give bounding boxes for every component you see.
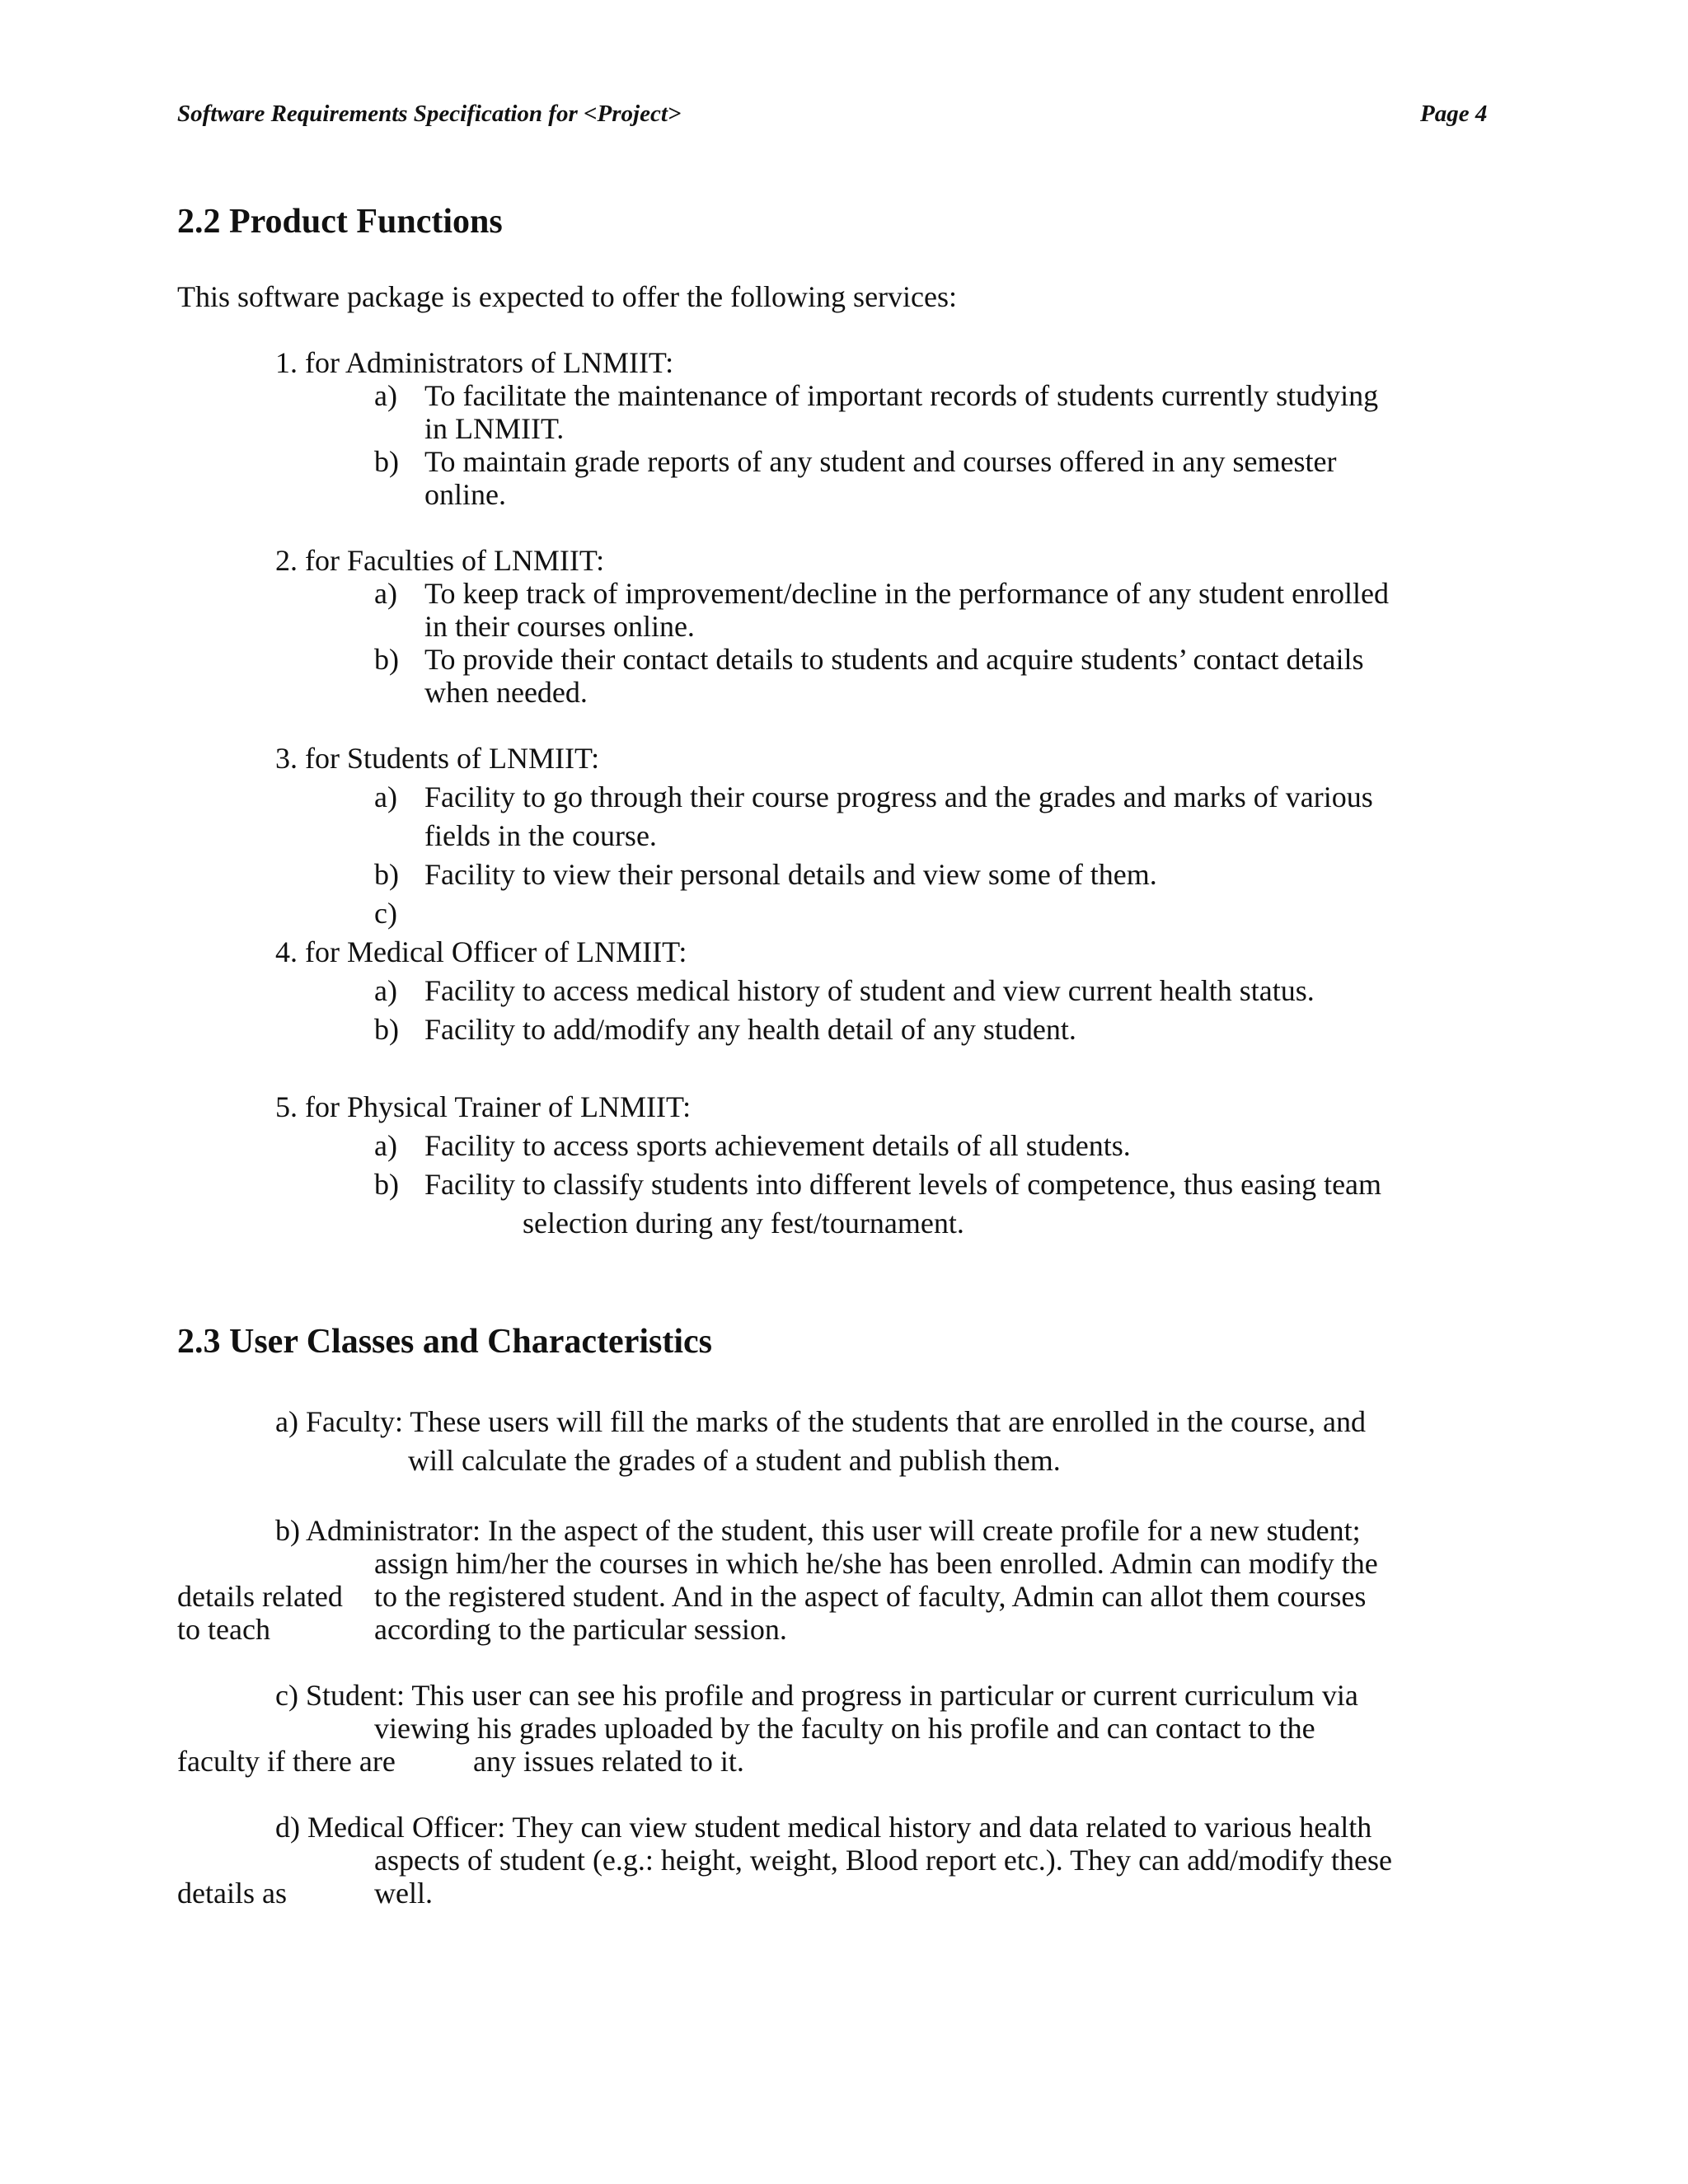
list-item-line: To keep track of improvement/decline in the performance of any student enrolled bbox=[424, 577, 1390, 610]
list-marker: b) bbox=[374, 445, 399, 478]
list-marker: b) bbox=[374, 1168, 399, 1201]
list-item-line: Facility to classify students into different levels of competence, thus easing team bbox=[424, 1168, 1382, 1201]
list-item-line: Facility to add/modify any health detail of any student. bbox=[424, 1013, 1076, 1046]
user-class-admin-line: to the registered student. And in the aspect of faculty, Admin can allot them courses bbox=[374, 1580, 1367, 1613]
user-class-admin-line: details related bbox=[177, 1580, 343, 1613]
user-class-medical-line: well. bbox=[374, 1877, 433, 1910]
user-class-medical-line: d) Medical Officer: They can view student medical history and data related to various health bbox=[275, 1811, 1372, 1844]
user-class-faculty-line: will calculate the grades of a student and publish them. bbox=[408, 1444, 1061, 1477]
user-class-admin-line: assign him/her the courses in which he/she has been enrolled. Admin can modify the bbox=[374, 1547, 1378, 1580]
user-class-admin-line: to teach bbox=[177, 1613, 270, 1646]
list-item-line: Facility to access medical history of student and view current health status. bbox=[424, 974, 1315, 1007]
list-item-line: when needed. bbox=[424, 676, 588, 709]
list-item-line: selection during any fest/tournament. bbox=[523, 1207, 964, 1240]
list-item-line: To provide their contact details to students and acquire students’ contact details bbox=[424, 643, 1364, 676]
section-intro: This software package is expected to offer the following services: bbox=[177, 280, 958, 313]
user-class-student-line: faculty if there are bbox=[177, 1745, 396, 1778]
list-marker: a) bbox=[374, 1129, 397, 1162]
list-item-line: in their courses online. bbox=[424, 610, 695, 643]
list-marker: a) bbox=[374, 379, 397, 412]
list-marker: b) bbox=[374, 643, 399, 676]
user-class-student-line: viewing his grades uploaded by the faculty on his profile and can contact to the bbox=[374, 1712, 1315, 1745]
group-title: 1. for Administrators of LNMIIT: bbox=[275, 346, 674, 379]
list-marker: c) bbox=[374, 897, 397, 930]
list-item-line: To facilitate the maintenance of important records of students currently studying bbox=[424, 379, 1379, 412]
page-header-title: Software Requirements Specification for <Project> bbox=[177, 101, 682, 127]
page-number: Page 4 bbox=[1420, 101, 1488, 127]
list-item-line: in LNMIIT. bbox=[424, 412, 565, 445]
list-marker: b) bbox=[374, 858, 399, 891]
list-marker: b) bbox=[374, 1013, 399, 1046]
list-item-line: Facility to access sports achievement details of all students. bbox=[424, 1129, 1131, 1162]
list-marker: a) bbox=[374, 577, 397, 610]
group-title: 2. for Faculties of LNMIIT: bbox=[275, 544, 605, 577]
user-class-student-line: c) Student: This user can see his profile and progress in particular or current curriculum via bbox=[275, 1679, 1358, 1712]
list-item-line: To maintain grade reports of any student and courses offered in any semester bbox=[424, 445, 1337, 478]
group-title: 3. for Students of LNMIIT: bbox=[275, 742, 600, 775]
list-item-line: online. bbox=[424, 478, 506, 511]
list-marker: a) bbox=[374, 974, 397, 1007]
list-marker: a) bbox=[374, 780, 397, 813]
user-class-faculty-line: a) Faculty: These users will fill the marks of the students that are enrolled in the course, and bbox=[275, 1405, 1366, 1438]
user-class-medical-line: aspects of student (e.g.: height, weight, Blood report etc.). They can add/modify these bbox=[374, 1844, 1393, 1877]
group-title: 5. for Physical Trainer of LNMIIT: bbox=[275, 1090, 692, 1123]
section-heading-product-functions: 2.2 Product Functions bbox=[177, 203, 503, 241]
user-class-admin-line: according to the particular session. bbox=[374, 1613, 787, 1646]
user-class-medical-line: details as bbox=[177, 1877, 287, 1910]
user-class-student-line: any issues related to it. bbox=[473, 1745, 744, 1778]
list-item-line: Facility to go through their course progress and the grades and marks of various bbox=[424, 780, 1373, 813]
list-item-line: fields in the course. bbox=[424, 819, 657, 852]
user-class-admin-line: b) Administrator: In the aspect of the student, this user will create profile for a new student; bbox=[275, 1514, 1361, 1547]
list-item-line: Facility to view their personal details and view some of them. bbox=[424, 858, 1157, 891]
group-title: 4. for Medical Officer of LNMIIT: bbox=[275, 935, 687, 968]
section-heading-user-classes: 2.3 User Classes and Characteristics bbox=[177, 1323, 712, 1361]
